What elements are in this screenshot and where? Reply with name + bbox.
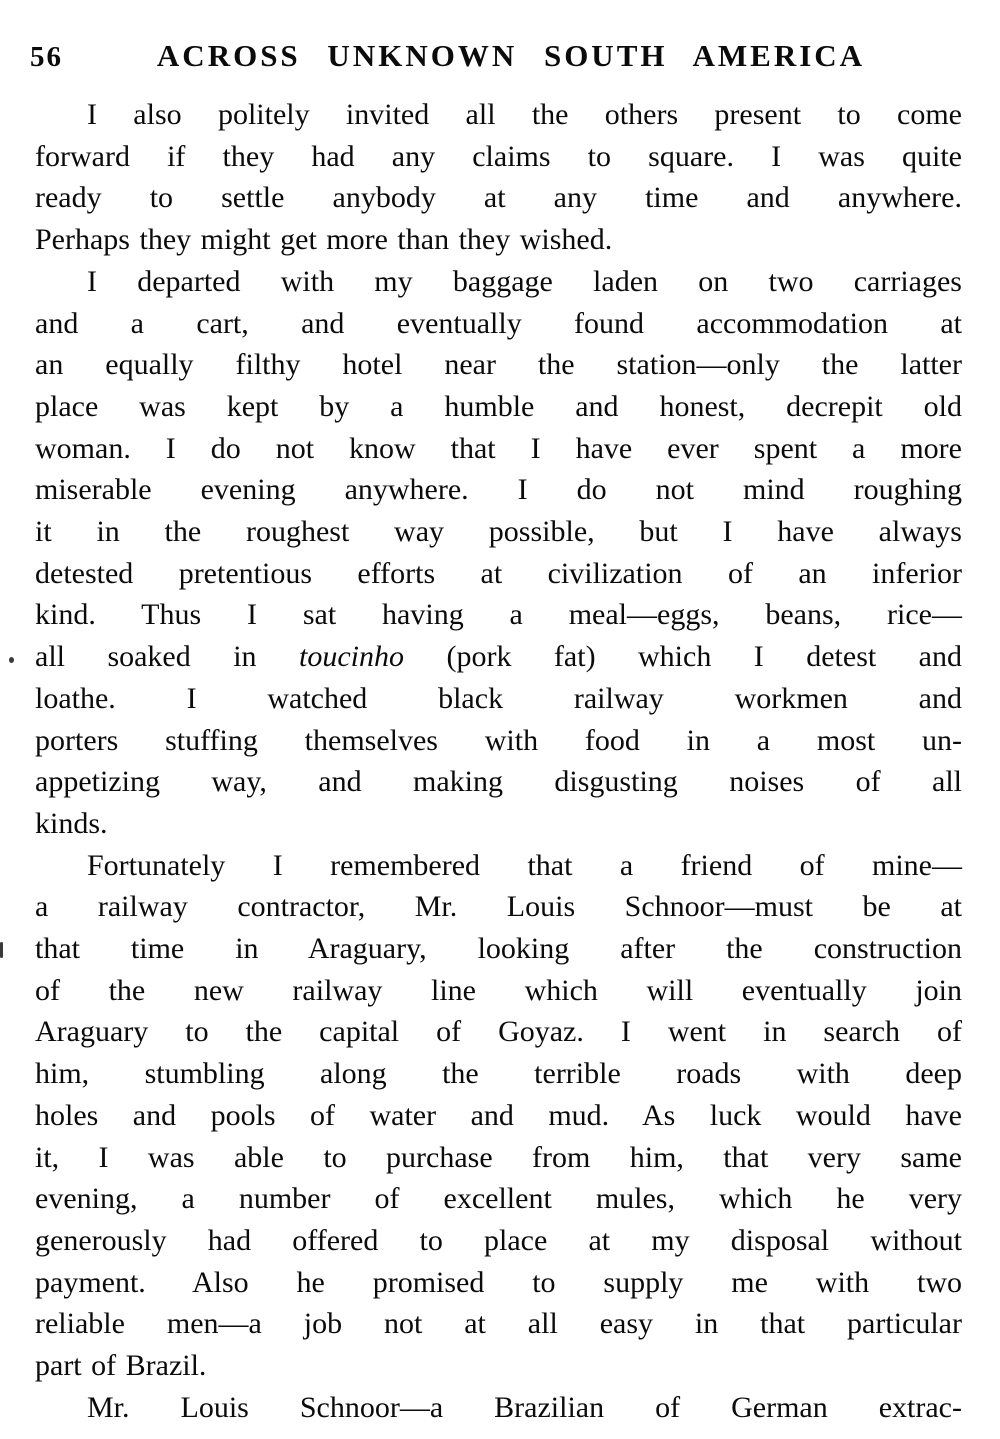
text-line: payment. Also he promised to supply me with two	[35, 1265, 962, 1299]
page-number: 56	[30, 41, 63, 73]
text-line: Perhaps they might get more than they wished.	[35, 223, 613, 257]
text-line: it in the roughest way possible, but I have always	[35, 515, 962, 549]
text-line: an equally filthy hotel near the station—only the latter	[35, 348, 962, 382]
text-line: Mr. Louis Schnoor—a Brazilian of German extrac-	[87, 1390, 962, 1424]
text-line: woman. I do not know that I have ever spent a more	[35, 431, 962, 465]
text-line: Fortunately I remembered that a friend of mine—	[87, 848, 962, 882]
text-line: evening, a number of excellent mules, which he very	[35, 1182, 962, 1216]
text-line: kind. Thus I sat having a meal—eggs, beans, rice—	[35, 598, 962, 632]
text-line: porters stuffing themselves with food in a most un-	[35, 723, 962, 757]
italic-word-toucinho: toucinho	[299, 640, 405, 674]
text-line: forward if they had any claims to square. I was quite	[35, 139, 962, 173]
scan-speck	[9, 657, 14, 663]
text-line: him, stumbling along the terrible roads with deep	[35, 1057, 962, 1091]
text-line: Araguary to the capital of Goyaz. I went in search of	[35, 1015, 962, 1049]
text-line: I departed with my baggage laden on two carriages	[87, 264, 962, 298]
text-line: loathe. I watched black railway workmen and	[35, 681, 962, 715]
text-line: place was kept by a humble and honest, decrepit old	[35, 389, 962, 423]
text-line: I also politely invited all the others present to come	[87, 98, 962, 131]
text-line: appetizing way, and making disgusting noises of all	[35, 765, 962, 799]
text-line: kinds.	[35, 806, 108, 840]
text-line: and a cart, and eventually found accommodation at	[35, 306, 962, 340]
text-segment: (pork fat) which I detest and	[446, 640, 962, 674]
scan-speck	[0, 942, 3, 958]
page-body	[35, 94, 962, 1429]
running-head	[30, 38, 962, 80]
paragraph-1	[35, 94, 962, 261]
text-line-with-italic	[35, 636, 962, 678]
text-segment: all soaked in	[35, 640, 257, 674]
text-line: it, I was able to purchase from him, that very same	[35, 1140, 962, 1174]
paragraph-4	[35, 1387, 962, 1429]
text-line: a railway contractor, Mr. Louis Schnoor—must be at	[35, 890, 962, 924]
text-line: part of Brazil.	[35, 1349, 207, 1383]
text-line: generously had offered to place at my disposal without	[35, 1223, 962, 1257]
paragraph-2	[35, 261, 962, 845]
running-title: ACROSS UNKNOWN SOUTH AMERICA	[156, 38, 866, 73]
text-line: holes and pools of water and mud. As luck would have	[35, 1098, 962, 1132]
text-line: reliable men—a job not at all easy in that particular	[35, 1307, 962, 1341]
text-line: miserable evening anywhere. I do not mind roughing	[35, 473, 962, 507]
text-line: detested pretentious efforts at civilization of an inferior	[35, 556, 962, 590]
text-line: of the new railway line which will eventually join	[35, 973, 962, 1007]
text-line: that time in Araguary, looking after the construction	[35, 932, 962, 966]
text-line: ready to settle anybody at any time and anywhere.	[35, 181, 962, 215]
paragraph-3	[35, 845, 962, 1387]
